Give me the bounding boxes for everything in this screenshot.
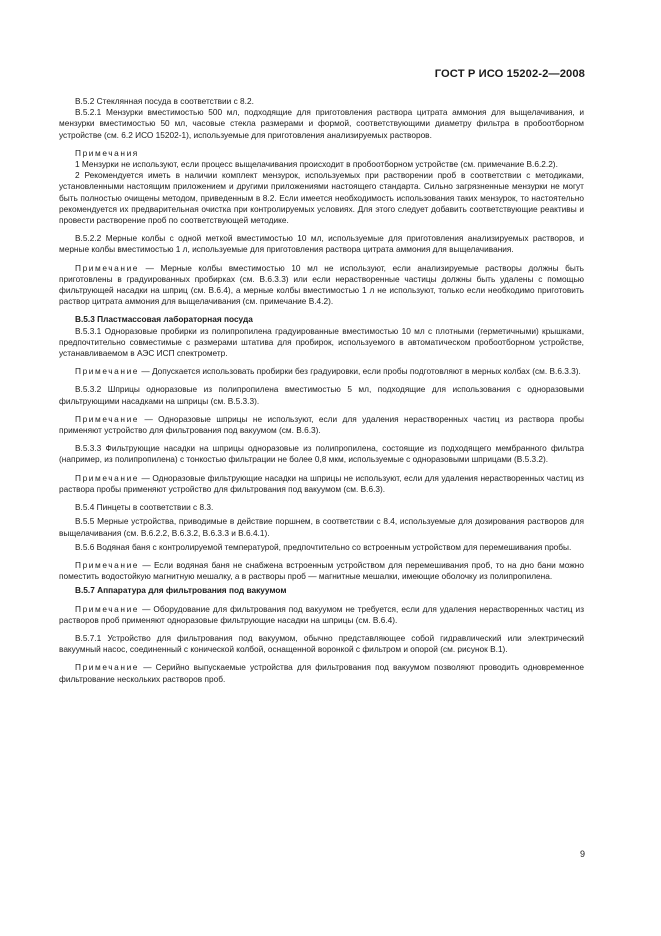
note-b-5-7-1: Примечание — Серийно выпускаемые устройства для фильтрования под вакуумом позволяют проводить одновременное фильтрование нескольких растворов проб. <box>59 662 584 684</box>
section-b-5-6: В.5.6 Водяная баня с контролируемой температурой, предпочтительно со встроенным устройством для перемешивания пробы. <box>75 541 572 552</box>
note-b-5-2-2: Примечание — Мерные колбы вместимостью 10 мл не используют, если анализируемые растворы должны быть приготовлены в градуированных пробирках (см. В.6.3.3) или если нерастворенные частицы должны быть удалены с помощью фильтрующей насадки на шприц (см. В.6.4), а мерные колбы вместимостью 1 л не используют, только если необходимо приготовить раствор цитрата аммония для выщелачивания (см. примечание В.4.2). <box>59 262 584 307</box>
page-number: 9 <box>579 849 585 859</box>
note-b-5-6: Примечание — Если водяная баня не снабжена встроенным устройством для перемешивания проб, то на дно бани можно поместить водостойкую магнитную мешалку, а в растворы проб — магнитные мешалки, имеющие оболочку из полипропилена. <box>59 559 584 582</box>
section-b-5-2: В.5.2 Стеклянная посуда в соответствии с 8.2. <box>75 96 254 106</box>
note-b-5-3-2: Примечание — Одноразовые шприцы не используют, если для удаления нерастворенных частиц из раствора пробы применяют устройство для фильтрования под вакуумом (см. В.6.3). <box>59 413 584 436</box>
clause-b-5-3-1: В.5.3.1 Одноразовые пробирки из полипропилена градуированные вместимостью 10 мл с плотными (герметичными) крышками, предпочтительно совместимые с размерами штатива для пробирок, используемого в автоматическом пробоотборном устройстве, устанавливаемом в АЭС ИСП спектрометр. <box>59 325 584 359</box>
note-2: 2 Рекомендуется иметь в наличии комплект мензурок, используемых при растворении проб в соответствии с методиками, установленными настоящим приложением и другими приложениями настоящего стандарта. Сильно загрязненные мензурки не могут быть полностью очищены методом, приведенным в 8.2. Если имеется необходимость использования таких мензурок, то настоятельно рекомендуется их предварительная очистка при контролируемых условиях. Для этого следует добавить соответствующие реактивы и провести растворение проб по соответствующей методике. <box>59 170 584 226</box>
note-b-5-3-3: Примечание — Одноразовые фильтрующие насадки на шприцы не используют, если для удаления нерастворенных частиц из раствора пробы применяют устройство для фильтрования под вакуумом (см. В.6.3). <box>59 472 584 494</box>
section-b-5-5: В.5.5 Мерные устройства, приводимые в действие поршнем, в соответствии с 8.4, используемые для дозирования растворов для выщелачивания (см. В.6.2.2, В.6.3.2, В.6.3.3 и В.6.4.1). <box>59 516 584 538</box>
note-b-5-7: Примечание — Оборудование для фильтрования под вакуумом не требуется, если для удаления нерастворенных частиц из растворов проб применяют одноразовые фильтрующие насадки на шприцы (см. В.6.4). <box>59 603 584 625</box>
clause-b-5-7-1: В.5.7.1 Устройство для фильтрования под вакуумом, обычно представляющее собой гидравлический или электрический вакуумный насос, соединенный с конической колбой, оснащенной воронкой с фильтром и опорой (см. рисунок В.1). <box>59 632 584 655</box>
section-b-5-7-heading: В.5.7 Аппаратура для фильтрования под вакуумом <box>75 585 287 596</box>
clause-b-5-3-3: В.5.3.3 Фильтрующие насадки на шприцы одноразовые из полипропилена, состоящие из подходящего мембранного фильтра (например, из полипропилена) с тонкостью фильтрации не более 0,8 мкм, используемые с одноразовыми шприцами (В.5.3.2). <box>59 443 584 465</box>
notes-heading: Примечания <box>75 147 139 158</box>
note-1: 1 Мензурки не используют, если процесс выщелачивания происходит в пробоотборном устройстве (см. примечание В.6.2.2). <box>75 159 558 170</box>
section-b-5-3-heading: В.5.3 Пластмассовая лабораторная посуда <box>75 314 253 325</box>
clause-b-5-2-1: В.5.2.1 Мензурки вместимостью 500 мл, подходящие для приготовления раствора цитрата аммония для выщелачивания, и мензурки вместимостью 50 мл, часовые стекла размерами и формой, соответствующими диаметру фильтра в пробоотборном устройстве (см. 6.2 ИСО 15202-1), используемые для приготовления анализируемых растворов. <box>59 107 584 140</box>
section-b-5-4: В.5.4 Пинцеты в соответствии с 8.3. <box>75 502 214 513</box>
clause-b-5-3-2: В.5.3.2 Шприцы одноразовые из полипропилена вместимостью 5 мл, подходящие для использования с одноразовыми фильтрующими насадками на шприцы (см. В.5.3.3). <box>59 384 584 406</box>
document-code-header: ГОСТ Р ИСО 15202-2—2008 <box>434 68 585 80</box>
clause-b-5-2-2: В.5.2.2 Мерные колбы с одной меткой вместимостью 10 мл, используемые для приготовления анализируемых растворов, и мерные колбы вместимостью 1 л, используемые для приготовления раствора цитрата аммония для выщелачивания. <box>59 233 584 255</box>
note-b-5-3-1: Примечание — Допускается использовать пробирки без градуировки, если пробы подготовляют в мерных колбах (см. В.6.3.3). <box>75 366 581 377</box>
document-body <box>59 96 584 685</box>
